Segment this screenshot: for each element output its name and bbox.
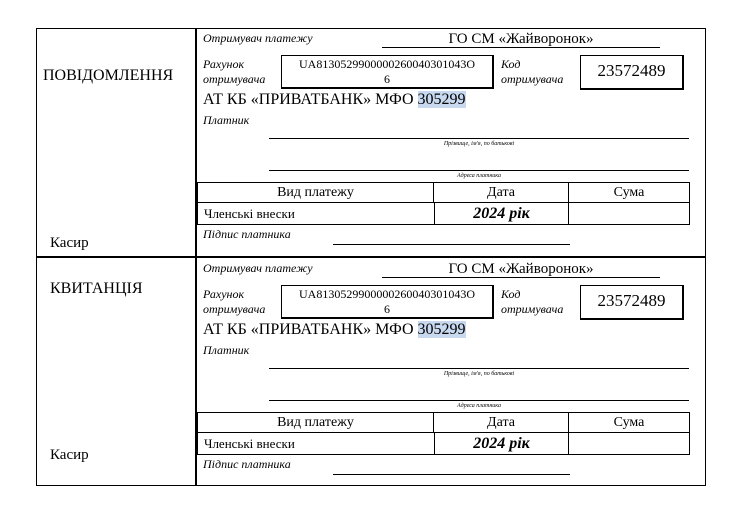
account-label: Рахунок bbox=[203, 287, 245, 301]
signature-line bbox=[333, 474, 570, 475]
row-payment-date: 2024 рік bbox=[434, 433, 569, 454]
recipient-label: Отримувач платежу bbox=[203, 261, 313, 275]
payer-address-line bbox=[269, 400, 689, 401]
row-payment-sum bbox=[569, 433, 689, 454]
payer-name-hint: Прізвище, ім'я, по батькові bbox=[443, 141, 515, 147]
payer-name-line bbox=[269, 368, 689, 369]
bank-line bbox=[203, 91, 466, 109]
section-title: ПОВІДОМЛЕННЯ bbox=[43, 67, 174, 84]
receipt-section bbox=[0, 230, 741, 486]
account-number-tail: 6 bbox=[384, 72, 390, 86]
col-header-type: Вид платежу bbox=[198, 183, 434, 203]
cashier-label: Касир bbox=[50, 235, 89, 251]
account-label-2: отримувача bbox=[203, 302, 266, 316]
col-header-type: Вид платежу bbox=[198, 413, 434, 433]
account-number: UA8130529900000260040301043О bbox=[299, 57, 475, 71]
row-payment-type: Членські внески bbox=[204, 436, 295, 451]
notice-section bbox=[0, 0, 741, 256]
code-box bbox=[580, 55, 684, 90]
payer-label: Платник bbox=[203, 343, 250, 357]
code-label: Код bbox=[501, 57, 521, 71]
account-label: Рахунок bbox=[203, 57, 245, 71]
payer-name-hint: Прізвище, ім'я, по батькові bbox=[443, 371, 515, 377]
payer-label: Платник bbox=[203, 113, 250, 127]
account-label-2: отримувача bbox=[203, 72, 266, 86]
row-payment-type: Членські внески bbox=[204, 206, 295, 221]
code-box bbox=[580, 285, 684, 320]
row-payment-date: 2024 рік bbox=[434, 203, 569, 224]
signature-label: Підпис платника bbox=[203, 457, 291, 471]
code-label: Код bbox=[501, 287, 521, 301]
code-value: 23572489 bbox=[597, 61, 666, 80]
col-header-date: Дата bbox=[434, 183, 569, 203]
payment-table bbox=[197, 412, 690, 455]
bank-mfo: 305299 bbox=[417, 321, 466, 338]
account-box bbox=[281, 55, 494, 89]
section-title: КВИТАНЦІЯ bbox=[50, 280, 143, 297]
recipient-label: Отримувач платежу bbox=[203, 31, 313, 45]
col-header-date: Дата bbox=[434, 413, 569, 433]
signature-label: Підпис платника bbox=[203, 227, 291, 241]
recipient-underline bbox=[382, 47, 660, 48]
code-value: 23572489 bbox=[597, 291, 666, 310]
code-label-2: отримувача bbox=[501, 302, 564, 316]
row-payment-sum bbox=[569, 203, 689, 224]
recipient-name: ГО СМ «Жайворонок» bbox=[448, 31, 594, 47]
account-number: UA8130529900000260040301043О bbox=[299, 287, 475, 301]
bank-name: АТ КБ «ПРИВАТБАНК» МФО bbox=[203, 321, 418, 338]
payment-table bbox=[197, 182, 690, 225]
payer-name-line bbox=[269, 138, 689, 139]
col-header-sum: Сума bbox=[569, 183, 689, 203]
bank-line bbox=[203, 321, 466, 339]
bank-mfo: 305299 bbox=[417, 91, 466, 108]
col-header-sum: Сума bbox=[569, 413, 689, 433]
account-box bbox=[281, 285, 494, 319]
code-label-2: отримувача bbox=[501, 72, 564, 86]
cashier-label: Касир bbox=[50, 447, 89, 463]
account-number-tail: 6 bbox=[384, 302, 390, 316]
payer-address-line bbox=[269, 170, 689, 171]
bank-name: АТ КБ «ПРИВАТБАНК» МФО bbox=[203, 91, 418, 108]
payer-address-hint: Адреса платника bbox=[457, 403, 501, 409]
payer-address-hint: Адреса платника bbox=[457, 173, 501, 179]
recipient-name: ГО СМ «Жайворонок» bbox=[448, 261, 594, 277]
recipient-underline bbox=[382, 277, 660, 278]
